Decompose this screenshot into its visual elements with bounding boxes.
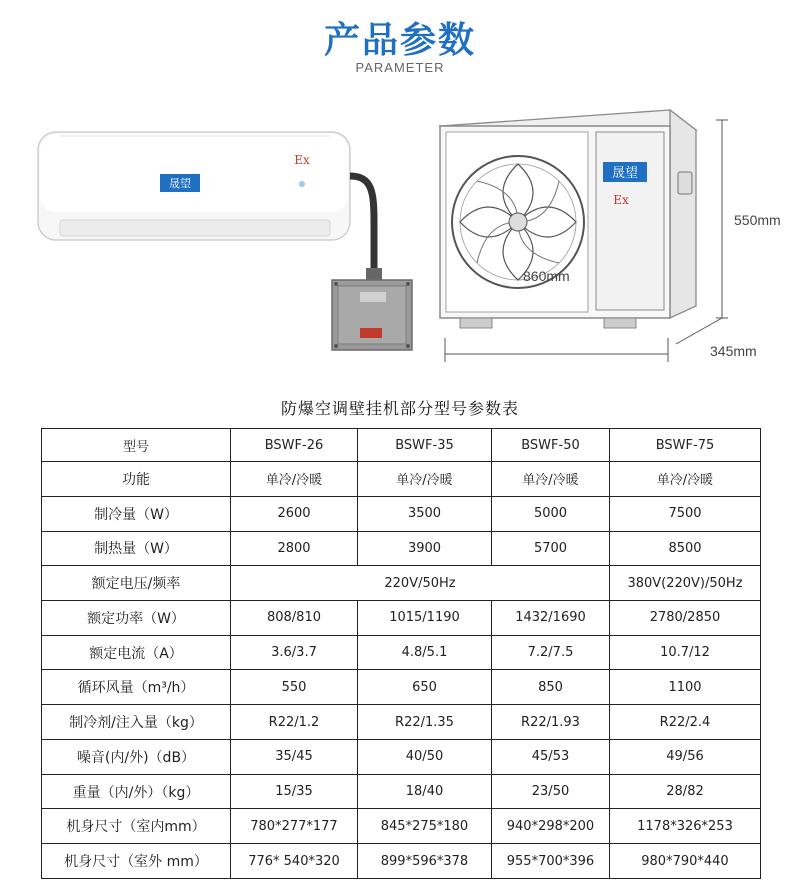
page-title: 产品参数 — [323, 20, 476, 61]
outdoor-ex-mark: Ex — [613, 193, 629, 207]
table-cell: 10.7/12 — [610, 635, 761, 670]
row-label: 制热量（W） — [42, 531, 231, 566]
table-cell: R22/1.35 — [358, 705, 492, 740]
row-label: 循环风量（m³/h） — [42, 670, 231, 705]
table-cell: 5700 — [492, 531, 610, 566]
table-cell: 15/35 — [231, 774, 358, 809]
handle-icon — [678, 172, 692, 194]
indoor-ex-mark: Ex — [294, 153, 310, 167]
product-illustration — [0, 92, 800, 392]
table-cell-merged: 220V/50Hz — [231, 566, 610, 601]
table-cell: R22/1.2 — [231, 705, 358, 740]
table-row — [42, 844, 761, 879]
table-cell: 35/45 — [231, 739, 358, 774]
table-row — [42, 601, 761, 636]
table-cell: 845*275*180 — [358, 809, 492, 844]
table-row — [42, 705, 761, 740]
table-cell: 550 — [231, 670, 358, 705]
row-label: 噪音(内/外)（dB） — [42, 739, 231, 774]
dimension-height: 550mm — [734, 212, 781, 228]
page-subtitle: PARAMETER — [355, 60, 445, 75]
table-cell: 850 — [492, 670, 610, 705]
table-cell: 7500 — [610, 496, 761, 531]
table-cell: 40/50 — [358, 739, 492, 774]
row-label: 额定电流（A） — [42, 635, 231, 670]
table-cell: 3500 — [358, 496, 492, 531]
junction-box — [332, 280, 412, 350]
table-cell: 7.2/7.5 — [492, 635, 610, 670]
table-cell: 780*277*177 — [231, 809, 358, 844]
row-label: 制冷剂/注入量（kg） — [42, 705, 231, 740]
table-cell: 1015/1190 — [358, 601, 492, 636]
header-cell-model: 型号 — [42, 429, 231, 462]
table-cell: 1100 — [610, 670, 761, 705]
table-row — [42, 566, 761, 601]
table-row — [42, 635, 761, 670]
table-row — [42, 739, 761, 774]
outdoor-unit — [440, 110, 696, 328]
table-cell: 28/82 — [610, 774, 761, 809]
indoor-logo-text: 晟望 — [169, 177, 191, 190]
row-label: 机身尺寸（室外 mm） — [42, 844, 231, 879]
header-cell: BSWF-35 — [358, 429, 492, 462]
table-cell: 380V(220V)/50Hz — [610, 566, 761, 601]
table-row — [42, 496, 761, 531]
header-cell: BSWF-50 — [492, 429, 610, 462]
table-cell: 4.8/5.1 — [358, 635, 492, 670]
table-cell: R22/2.4 — [610, 705, 761, 740]
table-cell: 1432/1690 — [492, 601, 610, 636]
table-cell: 单冷/冷暖 — [492, 462, 610, 497]
table-cell: 1178*326*253 — [610, 809, 761, 844]
table-row — [42, 809, 761, 844]
row-label: 功能 — [42, 462, 231, 497]
dimension-width: 860mm — [523, 268, 570, 284]
conduit-pipe — [350, 176, 374, 277]
table-header-row — [42, 429, 761, 462]
row-label: 制冷量（W） — [42, 496, 231, 531]
table-cell: 808/810 — [231, 601, 358, 636]
table-row — [42, 774, 761, 809]
table-cell: 2600 — [231, 496, 358, 531]
table-cell: 980*790*440 — [610, 844, 761, 879]
spec-table — [41, 428, 761, 879]
table-cell: 776* 540*320 — [231, 844, 358, 879]
table-cell: 49/56 — [610, 739, 761, 774]
table-cell: 955*700*396 — [492, 844, 610, 879]
table-cell: 899*596*378 — [358, 844, 492, 879]
table-cell: 45/53 — [492, 739, 610, 774]
outdoor-logo-text: 晟望 — [611, 166, 639, 181]
header-cell: BSWF-26 — [231, 429, 358, 462]
table-cell: 单冷/冷暖 — [610, 462, 761, 497]
table-title: 防爆空调壁挂机部分型号参数表 — [280, 399, 519, 418]
table-cell: 23/50 — [492, 774, 610, 809]
table-row — [42, 462, 761, 497]
dimension-depth: 345mm — [710, 343, 757, 359]
row-label: 额定功率（W） — [42, 601, 231, 636]
indicator-light-icon — [299, 181, 305, 187]
indoor-unit — [38, 132, 350, 240]
table-cell: 3.6/3.7 — [231, 635, 358, 670]
table-row — [42, 531, 761, 566]
table-cell: R22/1.93 — [492, 705, 610, 740]
table-cell: 5000 — [492, 496, 610, 531]
table-row — [42, 670, 761, 705]
table-cell: 单冷/冷暖 — [231, 462, 358, 497]
header-cell: BSWF-75 — [610, 429, 761, 462]
table-cell: 18/40 — [358, 774, 492, 809]
table-cell: 3900 — [358, 531, 492, 566]
table-cell: 940*298*200 — [492, 809, 610, 844]
table-cell: 2780/2850 — [610, 601, 761, 636]
table-cell: 8500 — [610, 531, 761, 566]
row-label: 机身尺寸（室内mm） — [42, 809, 231, 844]
row-label: 额定电压/频率 — [42, 566, 231, 601]
table-cell: 650 — [358, 670, 492, 705]
table-cell: 单冷/冷暖 — [358, 462, 492, 497]
table-cell: 2800 — [231, 531, 358, 566]
row-label: 重量（内/外）（kg） — [42, 774, 231, 809]
